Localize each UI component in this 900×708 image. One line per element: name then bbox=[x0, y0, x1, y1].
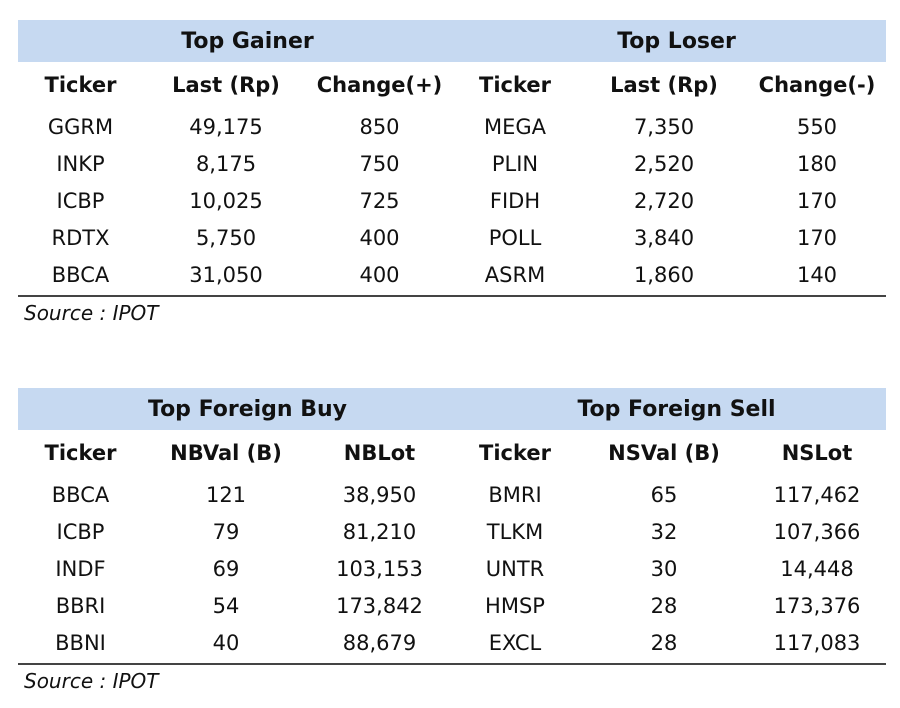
column-header: Change(-) bbox=[758, 73, 876, 97]
table-cell: 28 bbox=[650, 630, 678, 655]
table-cell: 30 bbox=[650, 556, 678, 581]
column-header: NSVal (B) bbox=[608, 441, 720, 465]
table-cell: 10,025 bbox=[189, 188, 263, 213]
table-cell: 725 bbox=[359, 188, 400, 213]
top-loser-title: Top Loser bbox=[617, 28, 736, 54]
table-row bbox=[18, 256, 886, 293]
column-header: NBVal (B) bbox=[170, 441, 282, 465]
table-cell: ICBP bbox=[56, 188, 105, 213]
table-cell: 2,520 bbox=[633, 151, 695, 176]
table-cell: EXCL bbox=[488, 630, 542, 655]
table-cell: 117,462 bbox=[773, 482, 861, 507]
foreign-buy-sell-table bbox=[18, 388, 886, 693]
table-cell: 173,376 bbox=[773, 593, 861, 618]
table-cell: BBRI bbox=[55, 593, 106, 618]
table-cell: 3,840 bbox=[633, 225, 695, 250]
table-row bbox=[18, 145, 886, 182]
table-cell: ASRM bbox=[484, 262, 546, 287]
table-row bbox=[18, 624, 886, 661]
table-cell: 7,350 bbox=[633, 114, 695, 139]
table-header-band bbox=[18, 20, 886, 62]
table-cell: 117,083 bbox=[773, 630, 861, 655]
table-row bbox=[18, 550, 886, 587]
column-header: Last (Rp) bbox=[610, 73, 718, 97]
table-row bbox=[18, 219, 886, 256]
table-cell: 103,153 bbox=[336, 556, 423, 581]
source-note: Source : IPOT bbox=[24, 301, 159, 325]
table-cell: 2,720 bbox=[633, 188, 695, 213]
table-cell: BBNI bbox=[55, 630, 106, 655]
table-cell: HMSP bbox=[485, 593, 545, 618]
table-row bbox=[18, 108, 886, 145]
table-header-band bbox=[18, 388, 886, 430]
table-cell: 550 bbox=[796, 114, 838, 139]
table-cell: PLIN bbox=[491, 151, 539, 176]
table-cell: FIDH bbox=[489, 188, 541, 213]
table-bottom-rule bbox=[18, 663, 886, 665]
table-cell: 1,860 bbox=[633, 262, 695, 287]
top-foreign-sell-title: Top Foreign Sell bbox=[577, 396, 776, 422]
table-cell: 8,175 bbox=[195, 151, 257, 176]
table-row bbox=[18, 587, 886, 624]
table-cell: MEGA bbox=[483, 114, 547, 139]
table-cell: 400 bbox=[359, 262, 400, 287]
table-cell: 79 bbox=[212, 519, 240, 544]
table-cell: 40 bbox=[212, 630, 240, 655]
table-cell: BBCA bbox=[51, 482, 110, 507]
table-cell: 88,679 bbox=[342, 630, 417, 655]
table-cell: 180 bbox=[796, 151, 838, 176]
table-cell: 28 bbox=[650, 593, 678, 618]
column-header: Last (Rp) bbox=[172, 73, 280, 97]
source-note: Source : IPOT bbox=[24, 669, 159, 693]
table-cell: BBCA bbox=[51, 262, 110, 287]
table-cell: INKP bbox=[56, 151, 105, 176]
table-cell: ICBP bbox=[56, 519, 105, 544]
gainer-loser-table bbox=[18, 20, 886, 325]
top-foreign-buy-title: Top Foreign Buy bbox=[147, 396, 347, 422]
table-row bbox=[18, 182, 886, 219]
table-cell: BMRI bbox=[488, 482, 542, 507]
table-cell: 31,050 bbox=[189, 262, 263, 287]
column-header: Change(+) bbox=[316, 73, 443, 97]
table-cell: INDF bbox=[55, 556, 106, 581]
table-cell: 49,175 bbox=[189, 114, 263, 139]
table-row bbox=[18, 513, 886, 550]
table-cell: 750 bbox=[359, 151, 400, 176]
table-row bbox=[18, 476, 886, 513]
table-cell: 107,366 bbox=[773, 519, 861, 544]
table-cell: TLKM bbox=[486, 519, 544, 544]
table-cell: 850 bbox=[359, 114, 400, 139]
table-cell: POLL bbox=[488, 225, 542, 250]
table-cell: 65 bbox=[650, 482, 678, 507]
table-cell: 173,842 bbox=[336, 593, 423, 618]
table-cell: RDTX bbox=[51, 225, 110, 250]
table-cell: GGRM bbox=[47, 114, 114, 139]
column-headers bbox=[18, 62, 886, 108]
table-cell: 14,448 bbox=[780, 556, 854, 581]
column-headers bbox=[18, 430, 886, 476]
table-cell: 170 bbox=[796, 188, 838, 213]
table-bottom-rule bbox=[18, 295, 886, 297]
table-cell: 170 bbox=[796, 225, 838, 250]
column-header: Ticker bbox=[479, 73, 551, 97]
table-cell: 69 bbox=[212, 556, 240, 581]
table-cell: 38,950 bbox=[342, 482, 417, 507]
table-cell: 121 bbox=[205, 482, 247, 507]
table-cell: UNTR bbox=[485, 556, 545, 581]
column-header: NBLot bbox=[343, 441, 416, 465]
table-cell: 5,750 bbox=[195, 225, 257, 250]
table-cell: 400 bbox=[359, 225, 400, 250]
table-cell: 54 bbox=[212, 593, 240, 618]
column-header: NSLot bbox=[781, 441, 853, 465]
table-cell: 32 bbox=[650, 519, 678, 544]
table-cell: 140 bbox=[796, 262, 838, 287]
top-gainer-title: Top Gainer bbox=[181, 28, 314, 54]
column-header: Ticker bbox=[44, 73, 117, 97]
column-header: Ticker bbox=[479, 441, 551, 465]
table-cell: 81,210 bbox=[342, 519, 417, 544]
column-header: Ticker bbox=[44, 441, 117, 465]
